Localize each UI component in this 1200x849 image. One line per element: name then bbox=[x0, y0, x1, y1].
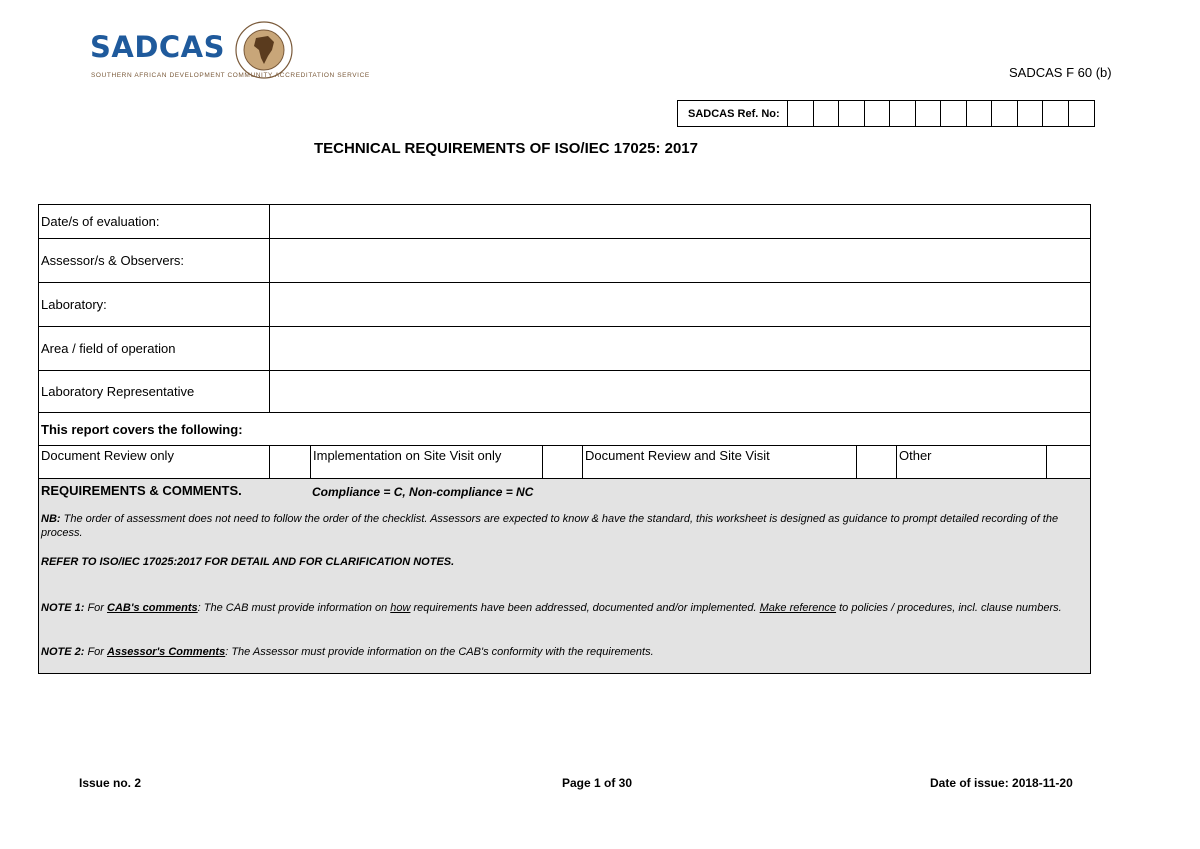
footer-page: Page 1 of 30 bbox=[562, 776, 633, 790]
covers-heading: This report covers the following: bbox=[39, 413, 1090, 446]
nb-note bbox=[41, 512, 1086, 540]
field-label: Laboratory: bbox=[39, 283, 270, 326]
ref-digit-box[interactable] bbox=[1043, 101, 1069, 126]
logo-text: SADCAS bbox=[90, 30, 226, 64]
option-label: Other bbox=[897, 446, 1047, 478]
refer-note: REFER TO ISO/IEC 17025:2017 FOR DETAIL AND FOR CLARIFICATION NOTES. bbox=[41, 556, 455, 568]
form-code: SADCAS F 60 (b) bbox=[1009, 65, 1112, 80]
footer-issue: Issue no. 2 bbox=[79, 776, 142, 790]
ref-digit-box[interactable] bbox=[967, 101, 993, 126]
note1-text: For bbox=[84, 602, 108, 614]
field-value-representative[interactable] bbox=[270, 371, 1090, 412]
ref-digit-box[interactable] bbox=[992, 101, 1018, 126]
ref-digit-box[interactable] bbox=[1069, 101, 1095, 126]
covers-options bbox=[39, 446, 1090, 479]
option-checkbox-other[interactable] bbox=[1047, 446, 1090, 478]
requirements-section bbox=[39, 479, 1090, 673]
note1-text: to policies / procedures, incl. clause numbers. bbox=[836, 602, 1062, 614]
ref-digit-box[interactable] bbox=[814, 101, 840, 126]
note1-how: how bbox=[390, 602, 411, 614]
ref-label: SADCAS Ref. No: bbox=[678, 101, 788, 126]
note1-label: NOTE 1: bbox=[41, 602, 85, 614]
note2-assessor: Assessor's Comments bbox=[107, 646, 226, 658]
note1-text: : The CAB must provide information on bbox=[197, 602, 391, 614]
note1-reference: Make reference bbox=[759, 602, 837, 614]
field-label: Date/s of evaluation: bbox=[39, 205, 270, 238]
footer-date: Date of issue: 2018-11-20 bbox=[930, 776, 1073, 790]
ref-number-boxes bbox=[677, 100, 1095, 127]
option-label: Implementation on Site Visit only bbox=[311, 446, 543, 478]
logo-subtitle: SOUTHERN AFRICAN DEVELOPMENT COMMUNITY ACCREDITATION SERVICE bbox=[91, 72, 370, 79]
ref-digit-box[interactable] bbox=[1018, 101, 1044, 126]
ref-digit-box[interactable] bbox=[839, 101, 865, 126]
sadcas-logo bbox=[88, 20, 370, 82]
option-label: Document Review and Site Visit bbox=[583, 446, 857, 478]
field-value-assessors[interactable] bbox=[270, 239, 1090, 282]
ref-digit-box[interactable] bbox=[865, 101, 891, 126]
ref-digit-box[interactable] bbox=[916, 101, 942, 126]
option-checkbox-document-review[interactable] bbox=[270, 446, 311, 478]
option-checkbox-site-visit[interactable] bbox=[543, 446, 583, 478]
note2-text: For bbox=[84, 646, 108, 658]
field-row-area bbox=[39, 327, 1090, 371]
note1-cab: CAB's comments bbox=[107, 602, 198, 614]
field-row-representative bbox=[39, 371, 1090, 413]
field-row-date bbox=[39, 205, 1090, 239]
field-label: Laboratory Representative bbox=[39, 371, 270, 412]
field-value-area[interactable] bbox=[270, 327, 1090, 370]
africa-seal-icon bbox=[234, 20, 294, 80]
note-2 bbox=[41, 645, 1086, 659]
note2-label: NOTE 2: bbox=[41, 646, 85, 658]
nb-text: The order of assessment does not need to follow the order of the checklist. Assessors are expected to know & have the standard, this worksheet is designed as guidance to prompt detailed recording of the process. bbox=[41, 513, 1059, 539]
ref-digit-box[interactable] bbox=[890, 101, 916, 126]
option-checkbox-document-and-site[interactable] bbox=[857, 446, 897, 478]
note-1 bbox=[41, 601, 1086, 615]
ref-digit-box[interactable] bbox=[941, 101, 967, 126]
compliance-legend: Compliance = C, Non-compliance = NC bbox=[312, 485, 534, 499]
field-row-assessors bbox=[39, 239, 1090, 283]
field-label: Assessor/s & Observers: bbox=[39, 239, 270, 282]
ref-digit-box[interactable] bbox=[788, 101, 814, 126]
evaluation-form bbox=[38, 204, 1091, 674]
field-value-laboratory[interactable] bbox=[270, 283, 1090, 326]
field-label: Area / field of operation bbox=[39, 327, 270, 370]
page-title: TECHNICAL REQUIREMENTS OF ISO/IEC 17025: 2017 bbox=[314, 140, 698, 157]
note2-text: : The Assessor must provide information on the CAB's conformity with the requirements. bbox=[225, 646, 654, 658]
note1-text: requirements have been addressed, documented and/or implemented. bbox=[410, 602, 760, 614]
requirements-heading: REQUIREMENTS & COMMENTS. bbox=[41, 483, 242, 498]
nb-label: NB: bbox=[41, 513, 61, 525]
field-row-laboratory bbox=[39, 283, 1090, 327]
option-label: Document Review only bbox=[39, 446, 270, 478]
field-value-date[interactable] bbox=[270, 205, 1090, 238]
